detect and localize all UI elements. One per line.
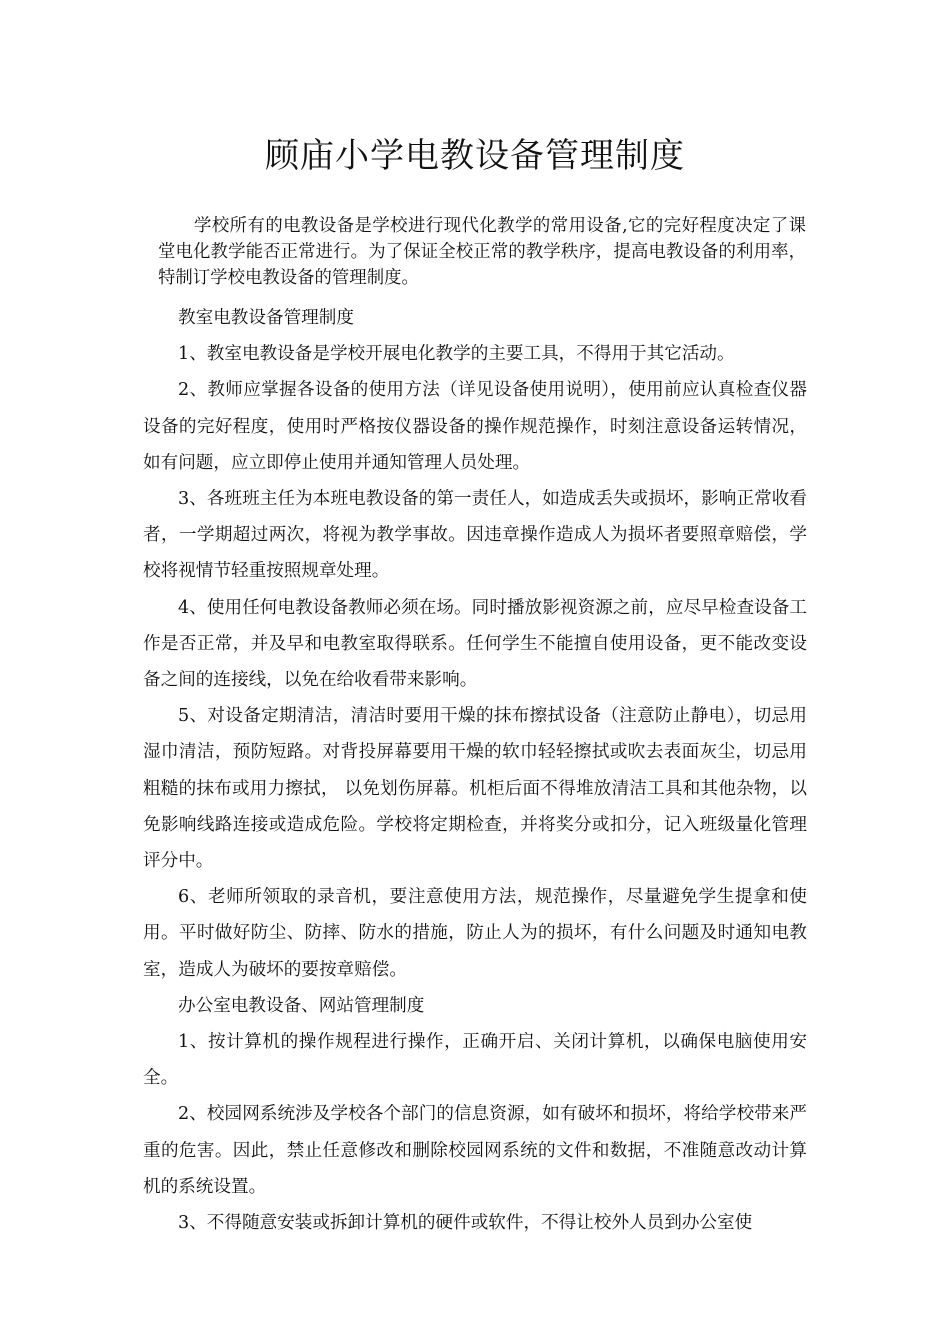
office-rule-3: 3、不得随意安装或拆卸计算机的硬件或软件，不得让校外人员到办公室使: [178, 1213, 753, 1234]
office-rule-2: 2、校园网系统涉及学校各个部门的信息资源，如有破坏和损坏，将给学校带来严重的危害。因此，禁止任意修改和删除校园网系统的文件和数据，不准随意改动计算机的系统设置。: [143, 1104, 807, 1197]
classroom-rule-1: 1、教室电教设备是学校开展电化教学的主要工具，不得用于其它活动。: [178, 344, 735, 365]
classroom-rule-4: 4、使用任何电教设备教师必须在场。同时播放影视资源之前，应尽早检查设备工作是否正常，并及早和电教室取得联系。任何学生不能擅自使用设备，更不能改变设备之间的连接线，以免在给收看带来影响。: [143, 597, 807, 691]
classroom-rule-5: 5、对设备定期清洁，清洁时要用干燥的抹布擦拭设备（注意防止静电），切忌用湿巾清洁，预防短路。对背投屏幕要用干燥的软巾轻轻擦拭或吹去表面灰尘，切忌用粗糙的抹布或用力擦拭， 以免划伤屏幕。机柜后面不得堆放清洁工具和其他杂物，以免影响线路连接或造成危险。学校将定期检查，并将奖分或扣分，记入班级量化管理评分中。: [143, 706, 807, 872]
classroom-rule-6: 6、老师所领取的录音机，要注意使用方法，规范操作，尽量避免学生提拿和使用。平时做好防尘、防摔、防水的措施，防止人为的损坏，有什么问题及时通知电教室，造成人为破坏的要按章赔偿。: [143, 887, 807, 980]
classroom-rule-3: 3、各班班主任为本班电教设备的第一责任人，如造成丢失或损坏，影响正常收看者，一学期超过两次，将视为教学事故。因违章操作造成人为损坏者要照章赔偿，学校将视情节轻重按照规章处理。: [143, 489, 807, 582]
section-heading-classroom: 教室电教设备管理制度: [178, 308, 354, 328]
section-heading-office: 办公室电教设备、网站管理制度: [178, 995, 425, 1016]
classroom-rule-2: 2、教师应掌握各设备的使用方法（详见设备使用说明），使用前应认真检查仪器设备的完好程度，使用时严格按仪器设备的操作规范操作，时刻注意设备运转情况，如有问题，应立即停止使用并通知管理人员处理。: [143, 380, 807, 473]
office-rule-1: 1、按计算机的操作规程进行操作，正确开启、关闭计算机，以确保电脑使用安全。: [143, 1032, 807, 1089]
document-body: [143, 300, 807, 1241]
document-title: 顾庙小学电教设备管理制度: [265, 136, 685, 176]
intro-paragraph: 学校所有的电教设备是学校进行现代化教学的常用设备,它的完好程度决定了课堂电化教学能否正常进行。为了保证全校正常的教学秩序，提高电教设备的利用率，特制订学校电教设备的管理制度。: [158, 216, 806, 288]
